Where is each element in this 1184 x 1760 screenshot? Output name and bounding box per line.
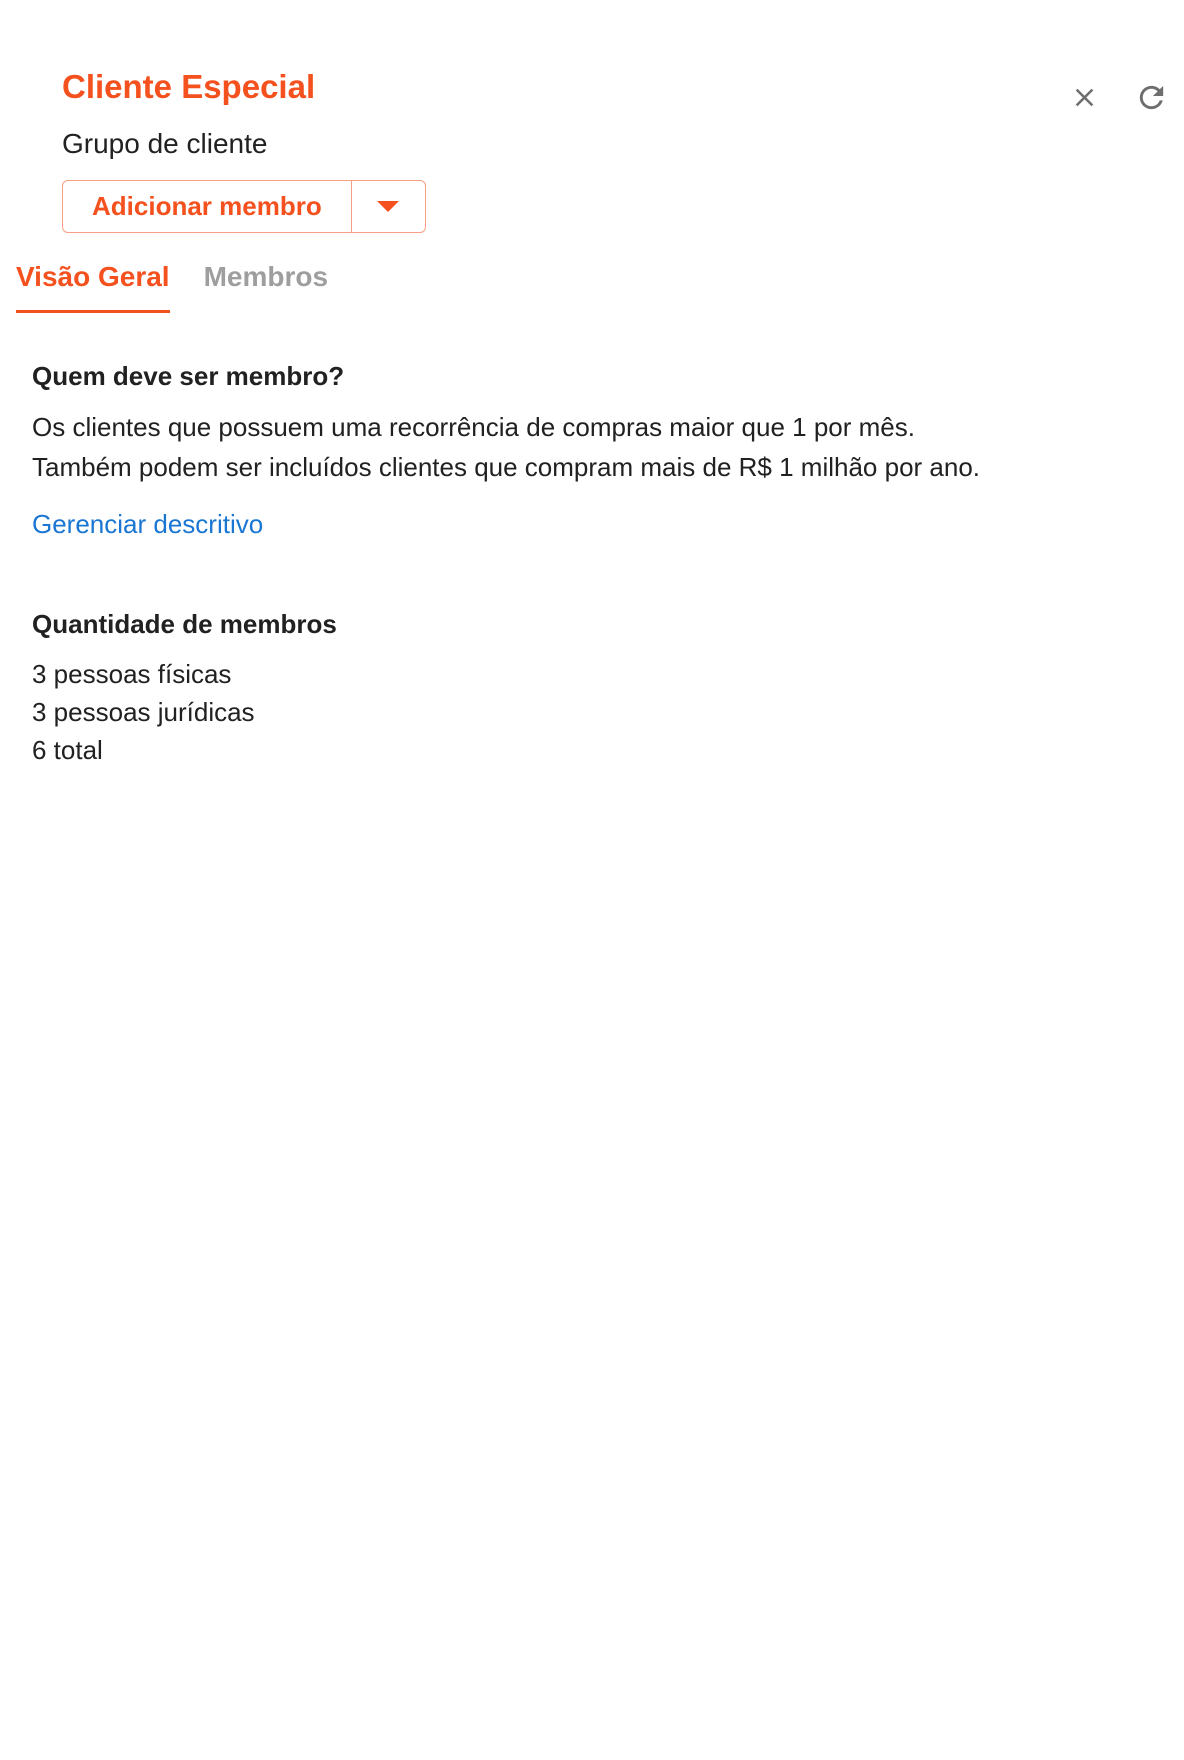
tab-visao-geral[interactable]: Visão Geral bbox=[16, 261, 170, 313]
tabs bbox=[0, 261, 1184, 313]
refresh-icon bbox=[1134, 80, 1169, 115]
close-button[interactable] bbox=[1071, 84, 1098, 111]
member-count-fisicas: 3 pessoas físicas bbox=[32, 659, 232, 689]
member-count-juridicas: 3 pessoas jurídicas bbox=[32, 697, 255, 727]
add-member-button[interactable]: Adicionar membro bbox=[63, 181, 351, 232]
refresh-button[interactable] bbox=[1134, 80, 1169, 115]
member-counts bbox=[32, 655, 1184, 769]
chevron-down-icon bbox=[377, 201, 399, 212]
overview-tab-content bbox=[0, 361, 1184, 769]
member-count-heading: Quantidade de membros bbox=[32, 609, 337, 639]
membership-description bbox=[32, 407, 1184, 487]
group-type-label: Grupo de cliente bbox=[62, 128, 268, 159]
tab-membros[interactable]: Membros bbox=[204, 261, 328, 310]
member-count-total: 6 total bbox=[32, 735, 103, 765]
add-member-dropdown-toggle[interactable] bbox=[351, 181, 425, 232]
customer-group-panel bbox=[0, 68, 1184, 1760]
membership-description-line-1: Os clientes que possuem uma recorrência de compras maior que 1 por mês. bbox=[32, 412, 915, 442]
header bbox=[0, 68, 1184, 233]
add-member-split-button bbox=[62, 180, 426, 233]
page-title: Cliente Especial bbox=[62, 68, 316, 105]
membership-question-heading: Quem deve ser membro? bbox=[32, 361, 345, 391]
window-actions bbox=[1071, 80, 1169, 115]
manage-description-link[interactable]: Gerenciar descritivo bbox=[32, 509, 264, 539]
membership-description-line-2: Também podem ser incluídos clientes que compram mais de R$ 1 milhão por ano. bbox=[32, 452, 981, 482]
close-icon bbox=[1071, 84, 1098, 111]
